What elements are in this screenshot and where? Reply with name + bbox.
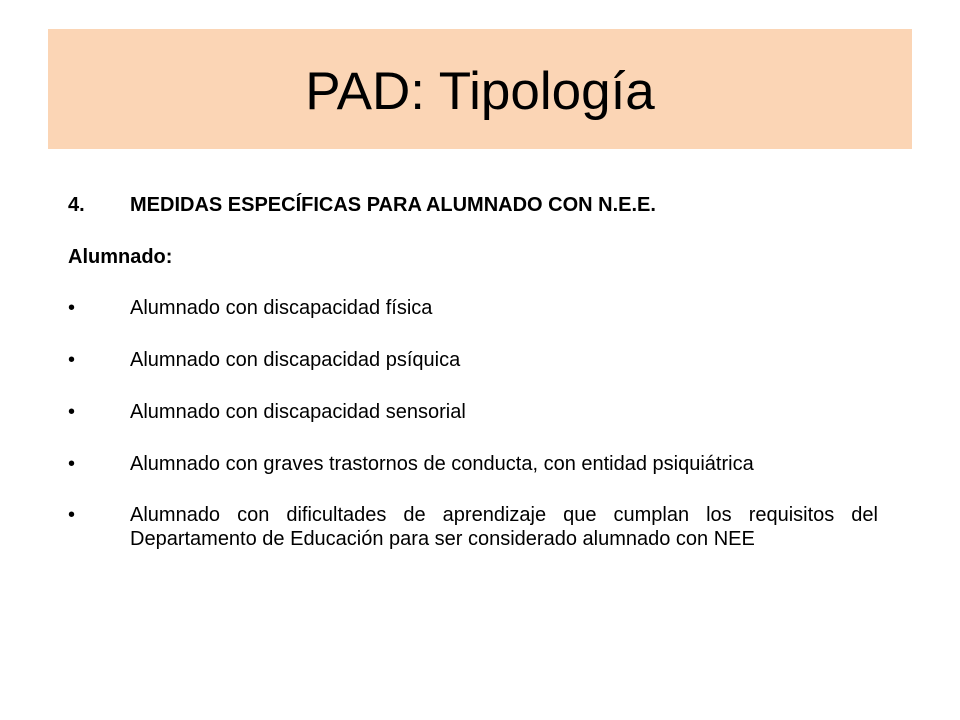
list-item-text: Alumnado con discapacidad sensorial bbox=[130, 401, 466, 423]
list-item-text: Alumnado con dificultades de aprendizaje que cumplan los requisitos del Departamento de Educación para ser considerado alumnado con NEE bbox=[130, 504, 878, 550]
bullet-icon: • bbox=[68, 297, 76, 319]
section-heading: MEDIDAS ESPECÍFICAS PARA ALUMNADO CON N.E.E. bbox=[130, 194, 656, 216]
bullet-icon: • bbox=[68, 349, 76, 371]
title-band bbox=[48, 29, 912, 149]
section-number: 4. bbox=[68, 194, 85, 216]
bullet-icon: • bbox=[68, 453, 76, 475]
subheading-row bbox=[68, 245, 898, 269]
bullet-icon: • bbox=[68, 504, 76, 526]
list-item-text: Alumnado con discapacidad física bbox=[130, 297, 433, 319]
bullet-icon: • bbox=[68, 401, 76, 423]
subheading: Alumnado: bbox=[68, 246, 173, 268]
list-item-text: Alumnado con discapacidad psíquica bbox=[130, 349, 461, 371]
slide-title: PAD: Tipología bbox=[305, 61, 655, 121]
list-item-text: Alumnado con graves trastornos de conducta, con entidad psiquiátrica bbox=[130, 453, 754, 475]
